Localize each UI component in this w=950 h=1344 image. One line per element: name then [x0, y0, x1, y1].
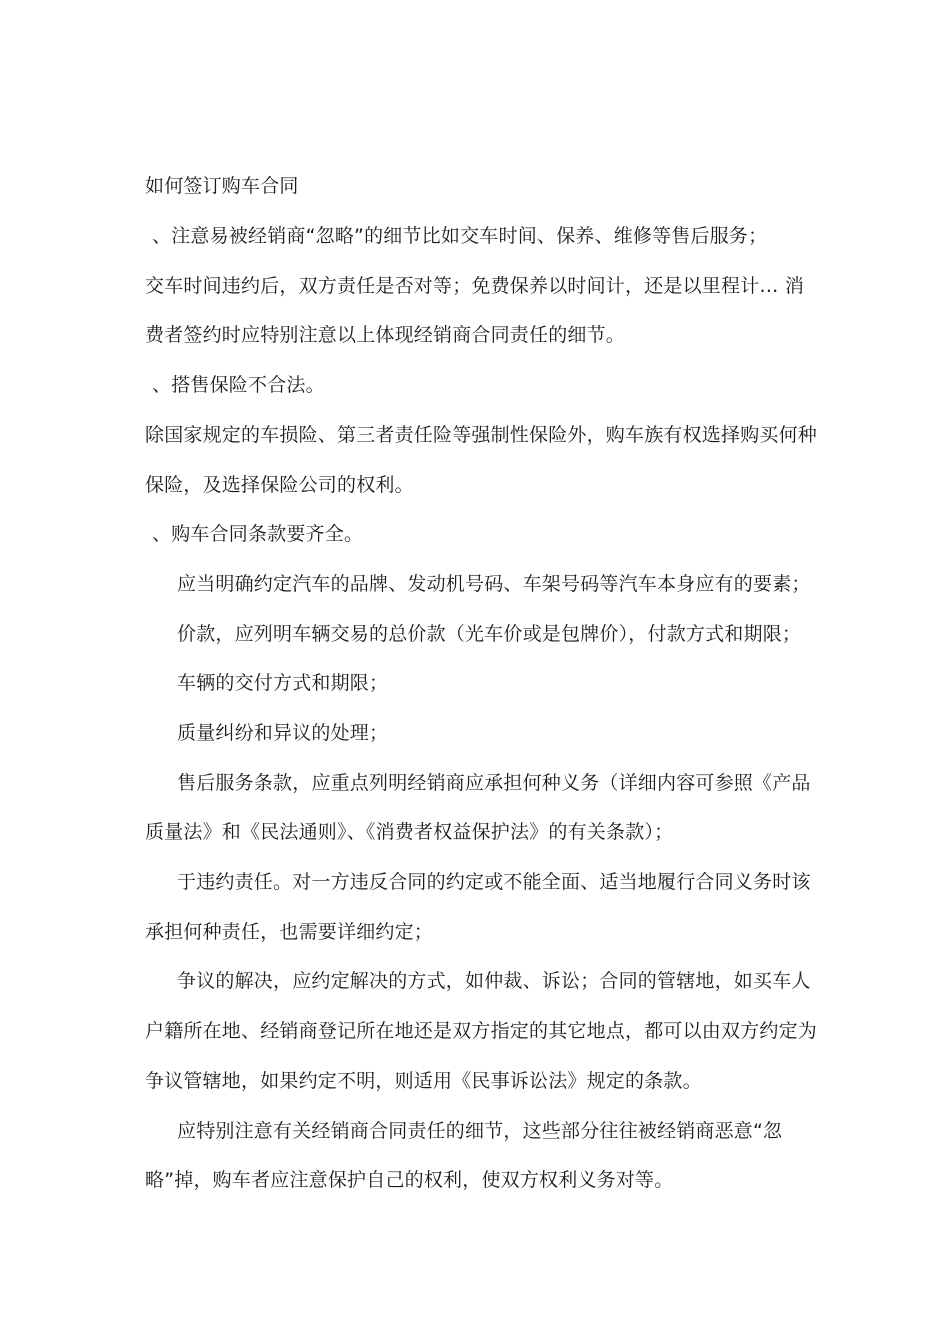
paragraph-line: 争议的解决，应约定解决的方式，如仲裁、诉讼；合同的管辖地，如买车人: [177, 970, 811, 992]
paragraph-line: 、搭售保险不合法。: [152, 374, 325, 396]
paragraph-line: 交车时间违约后，双方责任是否对等；免费保养以时间计，还是以里程计… 消: [145, 275, 805, 297]
paragraph-line: 应特别注意有关经销商合同责任的细节，这些部分往往被经销商恶意“忽: [177, 1120, 783, 1142]
paragraph-line: 质量纠纷和异议的处理；: [177, 722, 389, 744]
paragraph-line: 费者签约时应特别注意以上体现经销商合同责任的细节。: [145, 324, 626, 346]
paragraph-line: 车辆的交付方式和期限；: [177, 672, 389, 694]
paragraph-line: 应当明确约定汽车的品牌、发动机号码、车架号码等汽车本身应有的要素；: [177, 573, 811, 595]
paragraph-line: 除国家规定的车损险、第三者责任险等强制性保险外，购车族有权选择购买何种: [145, 424, 818, 446]
paragraph-line: 售后服务条款，应重点列明经销商应承担何种义务（详细内容可参照《产品: [177, 772, 811, 794]
paragraph-line: 户籍所在地、经销商登记所在地还是双方指定的其它地点，都可以由双方约定为: [145, 1020, 818, 1042]
document-title: 如何签订购车合同: [145, 175, 299, 197]
paragraph-line: 于违约责任。对一方违反合同的约定或不能全面、适当地履行合同义务时该: [177, 871, 811, 893]
paragraph-line: 保险，及选择保险公司的权利。: [145, 474, 414, 496]
paragraph-line: 略”掉，购车者应注意保护自己的权利，使双方权利义务对等。: [145, 1169, 674, 1191]
paragraph-line: 质量法》和《民法通则》、《消费者权益保护法》的有关条款）；: [145, 821, 674, 843]
paragraph-line: 、注意易被经销商“忽略”的细节比如交车时间、保养、维修等售后服务；: [152, 225, 768, 247]
paragraph-line: 争议管辖地，如果约定不明，则适用《民事诉讼法》规定的条款。: [145, 1070, 702, 1092]
paragraph-line: 价款，应列明车辆交易的总价款（光车价或是包牌价），付款方式和期限；: [177, 623, 802, 645]
paragraph-line: 、购车合同条款要齐全。: [152, 523, 364, 545]
paragraph-line: 承担何种责任，也需要详细约定；: [145, 921, 434, 943]
